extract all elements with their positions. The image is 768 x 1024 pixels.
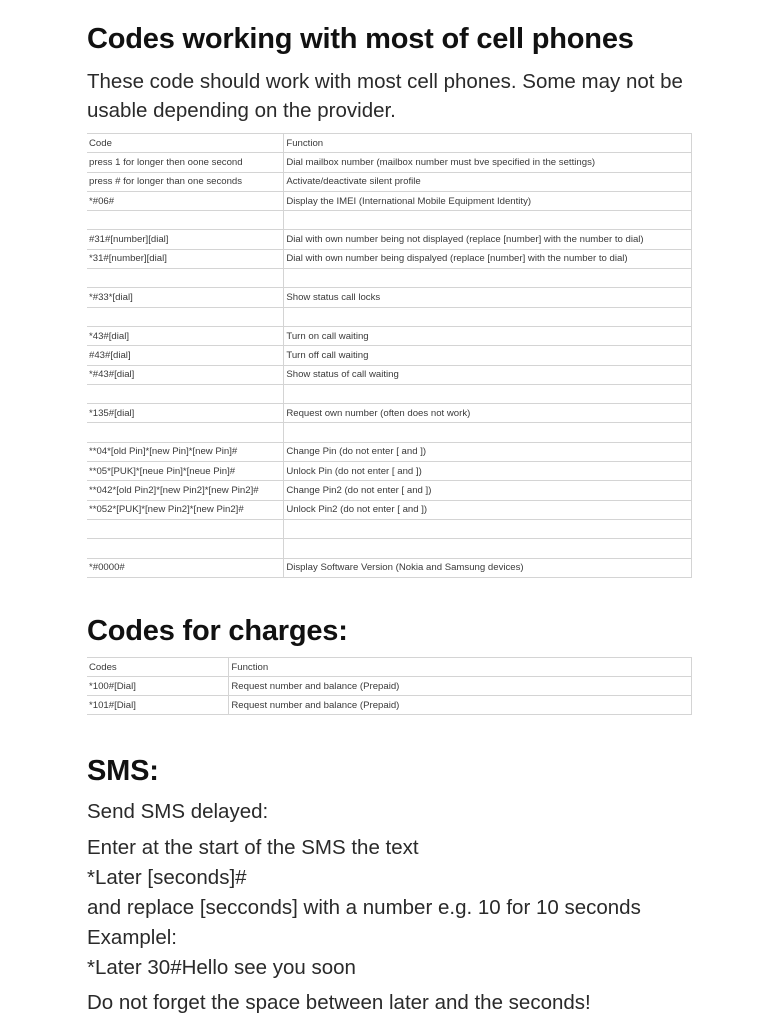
function-cell: Request number and balance (Prepaid): [229, 677, 692, 696]
section-title-charges: Codes for charges:: [87, 615, 348, 647]
table-row: [87, 346, 692, 365]
function-cell: [284, 384, 692, 403]
code-cell: [87, 519, 284, 538]
charges-table: [87, 657, 692, 715]
function-cell: Dial mailbox number (mailbox number must bve specified in the settings): [284, 153, 692, 172]
sms-line: *Later [seconds]#: [87, 866, 247, 889]
column-header-function: Function: [284, 134, 692, 153]
section-title-sms: SMS:: [87, 755, 159, 787]
table-row: [87, 442, 692, 461]
column-header-code: Code: [87, 134, 284, 153]
code-cell: **052*[PUK]*[new Pin2]*[new Pin2]#: [87, 500, 284, 519]
table-row: [87, 307, 692, 326]
table-row: [87, 211, 692, 230]
table-row: [87, 269, 692, 288]
function-cell: Request own number (often does not work): [284, 404, 692, 423]
table-row: [87, 249, 692, 268]
code-cell: *#06#: [87, 191, 284, 210]
table-row: [87, 519, 692, 538]
code-cell: *#0000#: [87, 558, 284, 577]
table-row: [87, 539, 692, 558]
function-cell: Turn off call waiting: [284, 346, 692, 365]
table-row: [87, 404, 692, 423]
table-row: [87, 558, 692, 577]
table-row: [87, 230, 692, 249]
code-cell: [87, 307, 284, 326]
table-header-row: [87, 134, 692, 153]
table-row: [87, 172, 692, 191]
column-header-function: Function: [229, 658, 692, 677]
function-cell: Unlock Pin2 (do not enter [ and ]): [284, 500, 692, 519]
function-cell: Activate/deactivate silent profile: [284, 172, 692, 191]
function-cell: Turn on call waiting: [284, 326, 692, 345]
table-row: [87, 677, 692, 696]
function-cell: Dial with own number being not displayed (replace [number] with the number to dial): [284, 230, 692, 249]
table-header-row: [87, 658, 692, 677]
function-cell: [284, 211, 692, 230]
code-cell: [87, 423, 284, 442]
code-cell: *101#[Dial]: [87, 696, 229, 715]
table-row: [87, 423, 692, 442]
function-cell: [284, 307, 692, 326]
function-cell: Display Software Version (Nokia and Samsung devices): [284, 558, 692, 577]
function-cell: Show status of call waiting: [284, 365, 692, 384]
code-cell: #31#[number][dial]: [87, 230, 284, 249]
function-cell: Change Pin2 (do not enter [ and ]): [284, 481, 692, 500]
codes-table: [87, 133, 692, 578]
code-cell: #43#[dial]: [87, 346, 284, 365]
sms-line: Examplel:: [87, 926, 178, 949]
table-row: [87, 481, 692, 500]
table-row: [87, 696, 692, 715]
table-row: [87, 326, 692, 345]
table-row: [87, 288, 692, 307]
table-row: [87, 191, 692, 210]
sms-instructions: [87, 833, 727, 983]
code-cell: *#43#[dial]: [87, 365, 284, 384]
code-cell: **05*[PUK]*[neue Pin]*[neue Pin]#: [87, 462, 284, 481]
intro-paragraph: These code should work with most cell phones. Some may not be usable depending on the provider.: [87, 70, 683, 122]
code-cell: *43#[dial]: [87, 326, 284, 345]
table-row: [87, 384, 692, 403]
code-cell: [87, 269, 284, 288]
code-cell: press 1 for longer then oone second: [87, 153, 284, 172]
code-cell: *135#[dial]: [87, 404, 284, 423]
function-cell: [284, 423, 692, 442]
code-cell: press # for longer than one seconds: [87, 172, 284, 191]
function-cell: Change Pin (do not enter [ and ]): [284, 442, 692, 461]
sms-line: Enter at the start of the SMS the text: [87, 836, 419, 859]
function-cell: [284, 539, 692, 558]
function-cell: Dial with own number being dispalyed (replace [number] with the number to dial): [284, 249, 692, 268]
code-cell: *#33*[dial]: [87, 288, 284, 307]
section-title-cell-codes: Codes working with most of cell phones: [87, 23, 634, 55]
sms-send-delayed-label: Send SMS delayed:: [87, 800, 269, 823]
code-cell: **042*[old Pin2]*[new Pin2]*[new Pin2]#: [87, 481, 284, 500]
code-cell: [87, 211, 284, 230]
code-cell: *31#[number][dial]: [87, 249, 284, 268]
code-cell: [87, 539, 284, 558]
code-cell: **04*[old Pin]*[new Pin]*[new Pin]#: [87, 442, 284, 461]
function-cell: [284, 519, 692, 538]
code-cell: *100#[Dial]: [87, 677, 229, 696]
sms-note: Do not forget the space between later and the seconds!: [87, 991, 591, 1014]
function-cell: Show status call locks: [284, 288, 692, 307]
table-row: [87, 153, 692, 172]
sms-line: *Later 30#Hello see you soon: [87, 956, 356, 979]
function-cell: Unlock Pin (do not enter [ and ]): [284, 462, 692, 481]
function-cell: Request number and balance (Prepaid): [229, 696, 692, 715]
table-row: [87, 500, 692, 519]
table-row: [87, 365, 692, 384]
table-row: [87, 462, 692, 481]
column-header-codes: Codes: [87, 658, 229, 677]
sms-line: and replace [secconds] with a number e.g. 10 for 10 seconds: [87, 896, 641, 919]
code-cell: [87, 384, 284, 403]
function-cell: [284, 269, 692, 288]
function-cell: Display the IMEI (International Mobile Equipment Identity): [284, 191, 692, 210]
